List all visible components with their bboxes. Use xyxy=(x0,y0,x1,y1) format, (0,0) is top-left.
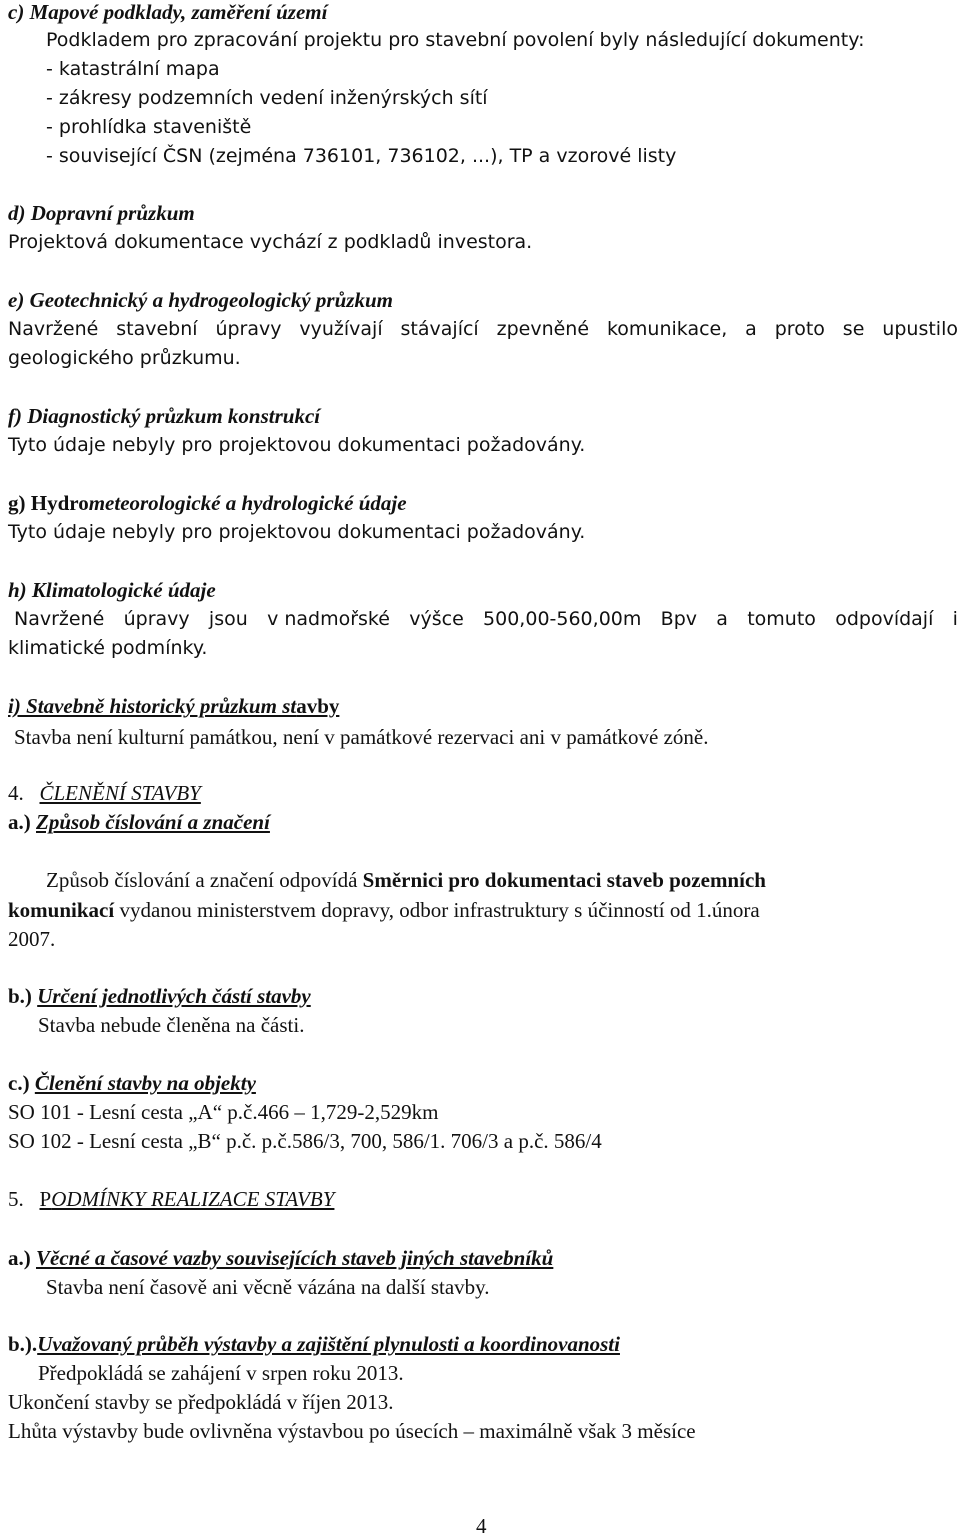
section-5a-heading: a.) Věcné a časové vazby souvisejících staveb jiných stavebníků xyxy=(8,1246,554,1270)
object-list-item: SO 102 - Lesní cesta „B“ p.č. p.č.586/3, 700, 586/1. 706/3 a p.č. 586/4 xyxy=(8,1129,602,1153)
section-g-text: Tyto údaje nebyly pro projektovou dokumentaci požadovány. xyxy=(8,521,586,543)
section-d-heading: d) Dopravní průzkum xyxy=(8,201,195,225)
section-4b-text: Stavba nebude členěna na části. xyxy=(38,1013,305,1037)
section-h-text-line2: klimatické podmínky. xyxy=(8,637,208,659)
object-list-item: SO 101 - Lesní cesta „A“ p.č.466 – 1,729-2,529km xyxy=(8,1100,439,1124)
section-4b-heading: b.) Určení jednotlivých částí stavby xyxy=(8,984,311,1008)
section-5b-text: Lhůta výstavby bude ovlivněna výstavbou po úsecích – maximálně však 3 měsíce xyxy=(8,1419,696,1443)
section-4-heading: 4. ČLENĚNÍ STAVBY xyxy=(8,781,201,805)
section-d-text: Projektová dokumentace vychází z podkladů investora. xyxy=(8,231,533,253)
section-c-item: - prohlídka staveniště xyxy=(46,116,252,138)
section-i-text: Stavba není kulturní památkou, není v památkové rezervaci ani v památkové zóně. xyxy=(14,725,709,749)
section-h-heading: h) Klimatologické údaje xyxy=(8,578,216,602)
section-4a-text-line3: 2007. xyxy=(8,927,56,951)
section-5-heading: 5. PODMÍNKY REALIZACE STAVBY xyxy=(8,1187,335,1211)
section-e-text-line2: geologického průzkumu. xyxy=(8,347,241,369)
section-c-intro: Podkladem pro zpracování projektu pro stavební povolení byly následující dokumenty: xyxy=(46,29,865,51)
section-f-text: Tyto údaje nebyly pro projektovou dokumentaci požadovány. xyxy=(8,434,586,456)
section-e-heading: e) Geotechnický a hydrogeologický průzkum xyxy=(8,288,393,312)
section-i-heading: i) Stavebně historický průzkum stavby xyxy=(8,694,340,718)
section-4a-text-line1: Způsob číslování a značení odpovídá Směrnici pro dokumentaci staveb pozemních xyxy=(46,868,766,892)
section-c-item: - zákresy podzemních vedení inženýrských sítí xyxy=(46,87,488,109)
section-5b-text: Ukončení stavby se předpokládá v říjen 2013. xyxy=(8,1390,394,1414)
section-4a-heading: a.) Způsob číslování a značení xyxy=(8,810,270,834)
section-5b-text: Předpokládá se zahájení v srpen roku 2013. xyxy=(38,1361,404,1385)
section-h-text-line1: Navržené úpravy jsou v nadmořské výšce 500,00-560,00m Bpv a tomuto odpovídají i xyxy=(14,608,958,630)
section-c-item: - katastrální mapa xyxy=(46,58,220,80)
section-4c-heading: c.) Členění stavby na objekty xyxy=(8,1071,256,1095)
section-5a-text: Stavba není časově ani věcně vázána na další stavby. xyxy=(46,1275,490,1299)
section-4a-text-line2: komunikací vydanou ministerstvem dopravy, odbor infrastruktury s účinností od 1.února xyxy=(8,898,760,922)
section-c-item: - související ČSN (zejména 736101, 736102, ...), TP a vzorové listy xyxy=(46,145,677,167)
page-number: 4 xyxy=(476,1514,487,1538)
section-5b-heading: b.).Uvažovaný průběh výstavby a zajištění plynulosti a koordinovanosti xyxy=(8,1332,620,1356)
section-f-heading: f) Diagnostický průzkum konstrukcí xyxy=(8,404,321,428)
section-g-heading: g) Hydrometeorologické a hydrologické údaje xyxy=(8,491,407,515)
section-c-heading: c) Mapové podklady, zaměření území xyxy=(8,0,328,24)
section-e-text-line1: Navržené stavební úpravy využívají stávající zpevněné komunikace, a proto se upustilo xyxy=(8,318,958,340)
